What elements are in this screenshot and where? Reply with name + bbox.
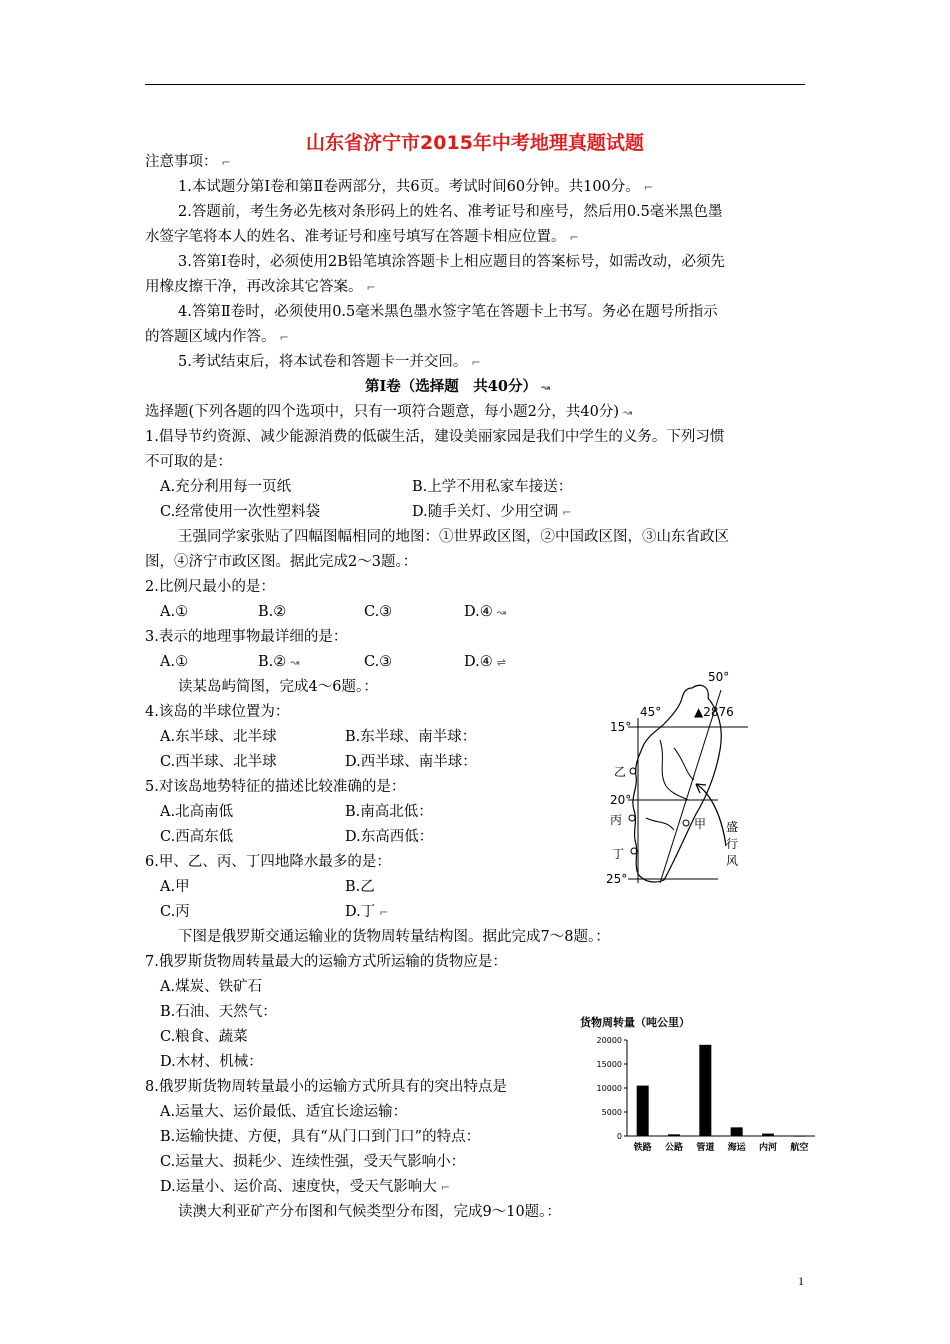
chart-x-tick-label: 管道 — [696, 1143, 715, 1153]
chart-title: 货物周转量（吨公里） — [580, 1016, 690, 1029]
chart-x-tick-label: 公路 — [664, 1143, 684, 1153]
chart-bar — [793, 1136, 805, 1137]
q1-stem-1: 1.倡导节约资源、减少能源消费的低碳生活，建设美丽家园是我们中学生的义务。下列习惯 — [145, 429, 725, 445]
q3-option-b: B.② ↝ — [258, 654, 300, 670]
page-number: 1 — [798, 1274, 804, 1288]
freight-turnover-chart — [575, 1012, 820, 1157]
town-bing — [629, 815, 635, 821]
header-rule — [145, 84, 805, 85]
chart-y-tick-label: 15000 — [596, 1060, 622, 1069]
chart-y-tick-label: 20000 — [596, 1036, 622, 1045]
section-intro: 选择题(下列各题的四个选项中，只有一项符合题意，每小题2分，共40分) ↝ — [145, 404, 633, 420]
label-lon-50: 50° — [708, 670, 730, 684]
q5-option-b: B.南高北低： — [345, 804, 433, 820]
q7-option-b: B.石油、天然气： — [160, 1004, 277, 1020]
q2-option-a: A.① — [160, 604, 189, 620]
river-1 — [660, 740, 688, 800]
note-5: 5.考试结束后，将本试卷和答题卡一并交回。 ⌐ — [178, 354, 481, 370]
label-jia: 甲 — [694, 817, 707, 831]
chart-bar — [637, 1086, 649, 1136]
q1-option-c: C.经常使用一次性塑料袋 — [160, 504, 321, 520]
q6-option-a: A.甲 — [160, 879, 190, 895]
label-yi: 乙 — [614, 765, 627, 779]
context-9-10: 读澳大利亚矿产分布图和气候类型分布图，完成9～10题。： — [178, 1204, 561, 1220]
q6-option-b: B.乙 — [345, 879, 375, 895]
label-bing: 丙 — [610, 813, 623, 827]
context-7-8: 下图是俄罗斯交通运输业的货物周转量结构图。据此完成7～8题。： — [178, 929, 610, 945]
context-2-3-line2: 图，④济宁市政区图。据此完成2～3题。： — [145, 554, 418, 570]
q4-option-a: A.东半球、北半球 — [160, 729, 277, 745]
chart-bar — [699, 1045, 711, 1136]
label-wind-2: 行 — [726, 837, 739, 851]
q2-stem: 2.比例尺最小的是： — [145, 579, 275, 595]
chart-x-tick-label: 航空 — [790, 1143, 809, 1153]
document-title: 山东省济宁市2015年中考地理真题试题 — [306, 132, 644, 154]
chart-y-tick-label: 5000 — [601, 1108, 622, 1117]
q8-option-b: B.运输快捷、方便，具有“从门口到门口”的特点： — [160, 1129, 481, 1145]
q3-option-d: D.④ ⇌ — [464, 654, 506, 670]
note-1: 1.本试题分第Ⅰ卷和第Ⅱ卷两部分，共6页。考试时间60分钟。共100分。 ⌐ — [178, 179, 653, 195]
note-2a: 2.答题前，考生务必先核对条形码上的姓名、准考证号和座号，然后用0.5毫米黑色墨 — [178, 204, 723, 220]
label-wind-1: 盛 — [726, 820, 739, 834]
note-2b: 水签字笔将本人的姓名、准考证号和座号填写在答题卡相应位置。 ⌐ — [145, 229, 579, 245]
q1-option-b: B.上学不用私家车接送： — [412, 479, 573, 495]
chart-bar — [668, 1134, 680, 1136]
label-peak: ▲2876 — [694, 705, 734, 719]
q8-option-a: A.运量大、运价最低、适宜长途运输： — [160, 1104, 408, 1120]
note-3a: 3.答第Ⅰ卷时，必须使用2B铅笔填涂答题卡上相应题目的答案标号，如需改动，必须先 — [178, 254, 725, 270]
context-2-3-line1: 王强同学家张贴了四幅图幅相同的地图：①世界政区图，②中国政区图，③山东省政区 — [178, 529, 729, 545]
q3-option-a: A.① — [160, 654, 189, 670]
label-lat-25: 25° — [606, 872, 628, 886]
q4-stem: 4.该岛的半球位置为： — [145, 704, 290, 720]
q3-option-c: C.③ — [364, 654, 393, 670]
note-4a: 4.答第Ⅱ卷时，必须使用0.5毫米黑色墨水签字笔在答题卡上书写。务必在题号所指示 — [178, 304, 718, 320]
chart-y-tick-label: 10000 — [596, 1084, 622, 1093]
q5-option-a: A.北高南低 — [160, 804, 234, 820]
q8-option-d: D.运量小、运价高、速度快，受天气影响大 ⌐ — [160, 1179, 450, 1195]
q4-option-b: B.东半球、南半球： — [345, 729, 477, 745]
q1-option-d: D.随手关灯、少用空调 ⌐ — [412, 504, 572, 520]
wind-arrow — [696, 784, 726, 846]
chart-bar — [731, 1127, 743, 1136]
q3-stem: 3.表示的地理事物最详细的是： — [145, 629, 348, 645]
note-4b: 的答题区域内作答。 ⌐ — [145, 329, 289, 345]
notes-heading: 注意事项： ⌐ — [145, 154, 231, 170]
q1-option-a: A.充分利用每一页纸 — [160, 479, 292, 495]
q2-option-b: B.② — [258, 604, 287, 620]
label-lon-45: 45° — [640, 705, 662, 719]
q7-stem: 7.俄罗斯货物周转量最大的运输方式所运输的货物应是： — [145, 954, 507, 970]
q4-option-d: D.西半球、南半球： — [345, 754, 477, 770]
context-4-6: 读某岛屿简图，完成4～6题。： — [178, 679, 378, 695]
note-3b: 用橡皮擦干净，再改涂其它答案。 ⌐ — [145, 279, 376, 295]
q2-option-d: D.④ ↝ — [464, 604, 506, 620]
q2-option-c: C.③ — [364, 604, 393, 620]
q5-option-c: C.西高东低 — [160, 829, 234, 845]
q6-stem: 6.甲、乙、丙、丁四地降水最多的是： — [145, 854, 391, 870]
q7-option-a: A.煤炭、铁矿石 — [160, 979, 263, 995]
q6-option-c: C.丙 — [160, 904, 190, 920]
chart-y-tick-label: 0 — [616, 1132, 622, 1141]
q5-stem: 5.对该岛地势特征的描述比较准确的是： — [145, 779, 406, 795]
chart-bar — [762, 1134, 774, 1136]
label-wind-3: 风 — [726, 854, 739, 868]
town-jia — [683, 820, 689, 826]
river-2 — [674, 748, 694, 780]
q7-option-c: C.粮食、蔬菜 — [160, 1029, 248, 1045]
q7-option-d: D.木材、机械： — [160, 1054, 263, 1070]
island-map — [600, 668, 760, 890]
q8-stem: 8.俄罗斯货物周转量最小的运输方式所具有的突出特点是 — [145, 1079, 507, 1095]
q4-option-c: C.西半球、北半球 — [160, 754, 277, 770]
q8-option-c: C.运量大、损耗少、连续性强，受天气影响小： — [160, 1154, 466, 1170]
label-lat-20: 20° — [610, 793, 632, 807]
river-3 — [646, 818, 674, 830]
label-ding: 丁 — [612, 847, 625, 861]
q6-option-d: D.丁 ⌐ — [345, 904, 389, 920]
chart-x-tick-label: 海运 — [727, 1143, 746, 1153]
label-lat-15: 15° — [610, 720, 632, 734]
chart-x-tick-label: 铁路 — [633, 1143, 652, 1153]
chart-x-tick-label: 内河 — [758, 1143, 778, 1153]
q1-stem-2: 不可取的是： — [145, 454, 232, 470]
q5-option-d: D.东高西低： — [345, 829, 434, 845]
section-heading: 第Ⅰ卷（选择题 共40分） ↝ — [365, 378, 551, 395]
